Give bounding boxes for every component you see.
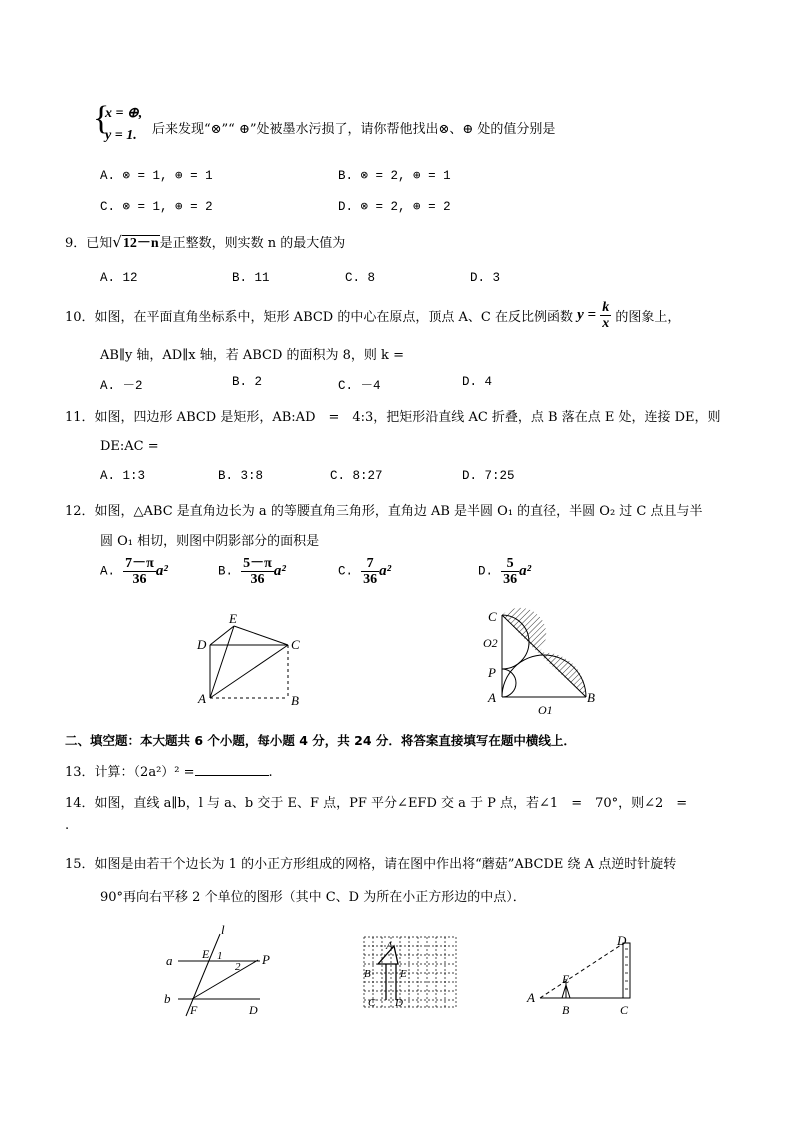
figure-q14-parallel-lines [158,922,278,1018]
fig15-label-b: B [364,968,371,980]
q12-option-a-tail: a² [155,563,168,579]
q12-option-b [218,556,286,587]
fig16-vertical-pole-cd [623,943,630,998]
q12-option-b-den: 36 [250,572,265,587]
fig11-segment-ae [210,626,234,698]
q12-option-d-tail: a² [519,563,532,579]
fig15-label-d: D [395,997,403,1009]
q12-line2: 圆 O₁ 相切，则图中阴影部分的面积是 [100,534,320,549]
fig16-label-c: C [620,1003,629,1017]
fig14-label-d: D [249,1003,258,1017]
fig14-segment-fp [192,960,258,999]
q12-option-b-num: 5－π [243,556,272,571]
fig16-label-e: E [562,972,570,986]
q12-line1: 12．如图，△ABC 是直角边长为 a 的等腰直角三角形，直角边 AB 是半圆 O₁ 的直径，半圆 O₂ 过 C 点且与半 [65,504,703,519]
fig11-diagonal-ac [210,645,288,698]
figure-q15-grid-mushroom [362,935,460,1010]
q9-after: 是正整数，则实数 n 的最大值为 [159,236,346,251]
q12-option-c [338,556,391,587]
q9-option-a: A. 12 [100,271,138,285]
q10-func-lhs: y = [577,307,597,323]
fig14-label-angle-2: 2 [235,961,241,973]
q11-option-d: D. 7:25 [462,469,515,483]
q10-line2: AB∥y 轴，AD∥x 轴，若 ABCD 的面积为 8，则 k = [100,348,404,363]
q12-option-c-num: 7 [361,556,379,572]
fig16-label-d: D [617,933,627,948]
q10-func-den: x [602,316,610,331]
fig12-label-o1: O1 [538,703,553,717]
fig15-label-e: E [400,968,407,980]
q12-option-a-label: A. [100,564,116,579]
fig11-label-e: E [229,611,237,626]
q8-text: 后来发现“⊗”“ ⊕”处被墨水污损了，请你帮他找出⊗、⊕ 处的值分别是 [152,122,556,137]
fig12-label-o2: O2 [483,636,498,650]
q14-line1: 14．如图，直线 a∥b，l 与 a、b 交于 E、F 点，PF 平分∠EFD 交 a 于 P 点，若∠1 = 70°，则∠2 = [65,796,688,811]
q8-option-a: A. ⊗ = 1, ⊕ = 1 [100,169,213,183]
q8-option-d: D. ⊗ = 2, ⊕ = 2 [338,200,451,214]
fig11-label-d: D [197,637,207,652]
fig12-label-p: P [488,665,496,680]
q10-func-num: k [602,300,610,315]
fig16-hypotenuse-ad [540,943,624,998]
q10-line1 [65,300,680,331]
fig15-label-a: A [386,940,393,952]
q8-option-b: B. ⊗ = 2, ⊕ = 1 [338,169,451,183]
fig11-label-b: B [291,693,299,708]
q10-line1-before: 10．如图，在平面直角坐标系中，矩形 ABCD 的中心在原点，顶点 A、C 在反比例函数 [65,310,573,325]
fig14-label-angle-1: 1 [217,950,223,962]
q8-option-c: C. ⊗ = 1, ⊕ = 2 [100,200,213,214]
q10-option-c: C. －4 [338,379,381,393]
q12-option-c-den: 36 [363,572,378,587]
q9-option-d: D. 3 [470,271,501,285]
q13-line [65,761,273,780]
fig12-label-c: C [488,609,497,624]
figure-q12-semicircles [478,605,603,717]
figure-q11-rectangle-fold [190,608,310,708]
q12-option-c-fraction [361,556,379,587]
section-2-heading: 二、填空题：本大题共 6 个小题，每小题 4 分，共 24 分．将答案直接填写在题中横线上． [65,733,576,748]
fig11-label-c: C [291,637,300,652]
q10-option-b: B. 2 [232,375,263,389]
fig12-shaded-region-upper [502,608,546,653]
q9-before: 9．已知 [65,236,113,251]
fig14-label-e: E [202,947,210,961]
q12-option-c-tail: a² [379,563,392,579]
q12-option-a-fraction [123,556,156,587]
q12-option-b-tail: a² [273,563,286,579]
figure-q16-right-triangle [522,933,642,1018]
q13-text: 13．计算：（2a²）² = [65,765,195,780]
q11-line2: DE:AC = [100,439,159,454]
q12-option-b-fraction [241,556,274,587]
q12-option-b-label: B. [218,564,234,579]
fig16-label-a: A [527,990,535,1005]
q12-option-d-label: D. [478,564,494,579]
q9-option-b: B. 11 [232,271,270,285]
q14-line2: . [65,818,70,833]
q12-option-d-den: 36 [503,572,518,587]
q8-system-x: x = ⊕, [105,106,143,121]
fig16-pole-ticks [625,949,628,989]
q9-radicand: 12－n [122,236,159,251]
q9-option-c: C. 8 [345,271,376,285]
q10-line1-after: 的图象上， [615,310,681,325]
q12-option-a-num: 7－π [125,556,154,571]
q11-option-c: C. 8:27 [330,469,383,483]
fig16-label-b: B [562,1003,570,1017]
q10-func-fraction [600,300,611,331]
q9-stem: 9．已知√12－n是正整数，则实数 n 的最大值为 [65,233,346,251]
q12-option-d-fraction [501,556,519,587]
q8-system-y: y = 1. [105,128,137,143]
fig15-dashed-grid [364,937,456,1007]
q15-line2: 90°再向右平移 2 个单位的图形（其中 C、D 为所在小正方形边的中点）． [100,890,526,905]
q13-tail: . [268,765,273,780]
fig12-label-b: B [587,690,595,705]
q11-option-a: A. 1:3 [100,469,146,483]
q10-option-a: A. －2 [100,379,143,393]
fig11-segment-ec [234,626,288,645]
q10-option-d: D. 4 [462,375,493,389]
q15-line1: 15．如图是由若干个边长为 1 的小正方形组成的网格，请在图中作出将“蘑菇”ABCDE 绕 A 点逆时针旋转 [65,857,677,872]
fig14-label-f: F [190,1003,198,1017]
q12-option-a [100,556,168,587]
fig14-label-a: a [166,953,173,968]
fig12-label-a: A [488,690,496,705]
fig14-label-l: l [221,922,225,937]
left-brace: { [93,100,110,137]
q12-option-d-num: 5 [501,556,519,572]
q12-option-a-den: 36 [132,572,147,587]
q13-answer-blank[interactable] [195,763,269,776]
q11-option-b: B. 3:8 [218,469,264,483]
fig15-label-c: C [368,997,376,1009]
q12-option-d [478,556,531,587]
q12-option-c-label: C. [338,564,354,579]
fig11-label-a: A [198,691,206,706]
fig14-label-p: P [262,952,270,967]
fig14-label-b: b [164,991,171,1006]
q11-line1: 11．如图，四边形 ABCD 是矩形，AB:AD = 4:3，把矩形沿直线 AC 折叠，点 B 落在点 E 处，连接 DE，则 [65,410,721,425]
